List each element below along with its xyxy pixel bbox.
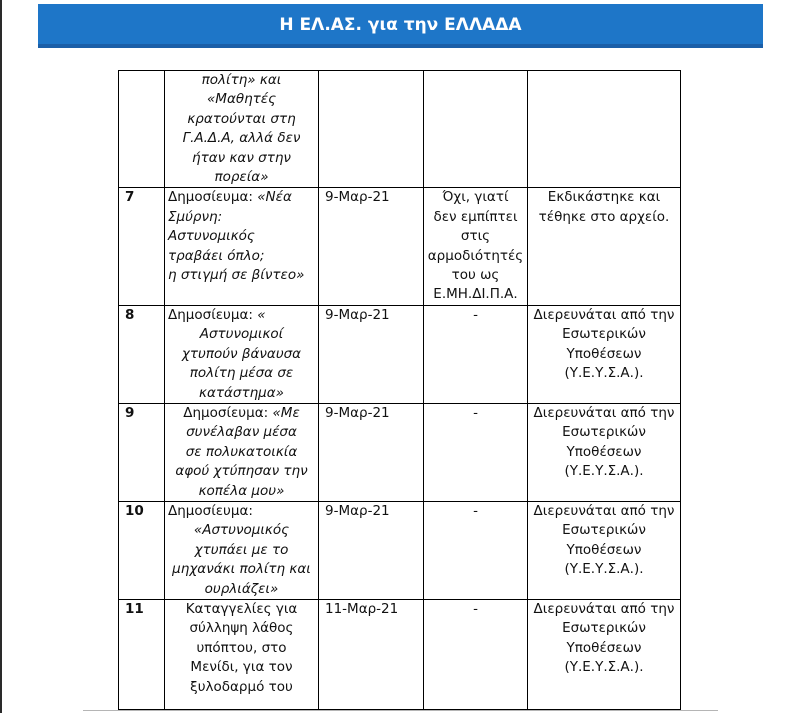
page-header-banner: Η ΕΛ.ΑΣ. για την ΕΛΛΑΔΑ (38, 4, 763, 48)
row-number-cell: 9 (119, 403, 165, 501)
date-cell (319, 71, 424, 188)
desc-prefix: Δημοσίευμα: (183, 404, 269, 421)
desc-line (168, 404, 315, 423)
result-cell (528, 403, 681, 501)
res-line: (Υ.Ε.Υ.Σ.Α.). (564, 365, 644, 382)
res-line: (Υ.Ε.Υ.Σ.Α.). (564, 659, 644, 676)
desc-line: πολίτη μέσα σε (189, 365, 294, 382)
row-number-cell (119, 71, 165, 188)
desc-line: Αστυνομικός (168, 228, 255, 245)
desc-italic: « (257, 306, 266, 323)
res-line: τέθηκε στο αρχείο. (538, 208, 670, 225)
description-cell (165, 188, 319, 305)
desc-line: Σμύρνη: (168, 208, 223, 225)
desc-line: αφού χτύπησαν την (175, 463, 308, 480)
desc-line: συνέλαβαν μέσα (186, 424, 297, 441)
res-line: Υποθέσεων (566, 345, 642, 362)
desc-line: σε πολυκατοικία (185, 443, 298, 460)
res-line: Εσωτερικών (562, 326, 646, 343)
description-cell (165, 501, 319, 599)
desc-line: μηχανάκι πολίτη και (172, 561, 311, 578)
desc-line: σύλληψη λάθος (189, 620, 294, 637)
row-number-cell: 8 (119, 305, 165, 403)
jurisdiction-cell (424, 188, 528, 305)
res-line: (Υ.Ε.Υ.Σ.Α.). (564, 561, 644, 578)
jur-line: στις (460, 228, 491, 245)
desc-line: κρατούνται στη (187, 110, 296, 127)
res-line: Εσωτερικών (562, 620, 646, 637)
res-line: Διερευνάται από την (533, 306, 675, 323)
desc-italic: «Νέα (257, 189, 292, 206)
date-cell: 9-Μαρ-21 (319, 403, 424, 501)
table-row (119, 599, 681, 709)
jurisdiction-cell: - (424, 599, 528, 709)
desc-line: κοπέλα μου» (198, 482, 285, 499)
desc-line: «Αστυνομικός (193, 522, 290, 539)
description-cell (165, 71, 319, 188)
desc-line: ουρλιάζει» (204, 580, 279, 597)
res-line: (Υ.Ε.Υ.Σ.Α.). (564, 463, 644, 480)
desc-line: «Μαθητές (206, 91, 277, 108)
result-cell (528, 71, 681, 188)
row-number-cell: 10 (119, 501, 165, 599)
result-cell (528, 188, 681, 305)
desc-line: Μενίδι, για τον (190, 659, 293, 676)
res-line: Διερευνάται από την (533, 600, 675, 617)
page-edge-rule (0, 0, 2, 713)
desc-prefix: Δημοσίευμα: (168, 306, 253, 323)
date-cell: 9-Μαρ-21 (319, 305, 424, 403)
table-row-continuation (119, 71, 681, 188)
jurisdiction-cell: - (424, 403, 528, 501)
desc-line: χτυπούν βάναυσα (181, 345, 302, 362)
result-cell (528, 501, 681, 599)
res-line: Υποθέσεων (566, 541, 642, 558)
desc-line: υπόπτου, στο (196, 639, 287, 656)
desc-prefix: Δημοσίευμα: (168, 189, 253, 206)
res-line: Εσωτερικών (562, 522, 646, 539)
description-cell (165, 305, 319, 403)
jur-line: του ως (451, 267, 500, 284)
row-number-cell: 7 (119, 188, 165, 305)
jur-line: Όχι, γιατί (442, 189, 509, 206)
description-cell (165, 599, 319, 709)
date-cell: 9-Μαρ-21 (319, 188, 424, 305)
jur-line: δεν εμπίπτει (433, 208, 518, 225)
date-cell: 9-Μαρ-21 (319, 501, 424, 599)
desc-line (168, 188, 315, 207)
complaints-table (118, 70, 681, 710)
res-line: Εκδικάστηκε και (547, 189, 661, 206)
desc-line: η στιγμή σε βίντεο» (168, 267, 305, 284)
table-row (119, 501, 681, 599)
desc-line: ξυλοδαρμό του (190, 678, 293, 695)
desc-line: ήταν καν στην (192, 149, 291, 166)
jurisdiction-cell: - (424, 501, 528, 599)
jurisdiction-cell (424, 71, 528, 188)
desc-line: τραβάει όπλο; (168, 247, 265, 264)
table-row (119, 305, 681, 403)
desc-line: κατάστημα» (199, 384, 284, 401)
description-cell (165, 403, 319, 501)
desc-line: Αστυνομικοί (199, 326, 284, 343)
row-number-cell: 11 (119, 599, 165, 709)
jur-line: Ε.ΜΗ.ΔΙ.Π.Α. (433, 286, 518, 303)
res-line: Εσωτερικών (562, 424, 646, 441)
res-line: Υποθέσεων (566, 443, 642, 460)
jur-line: αρμοδιότητές (427, 247, 524, 264)
result-cell (528, 599, 681, 709)
result-cell (528, 305, 681, 403)
jurisdiction-cell: - (424, 305, 528, 403)
desc-line: Δημοσίευμα: (168, 502, 253, 519)
footer-divider (83, 710, 718, 711)
date-cell: 11-Μαρ-21 (319, 599, 424, 709)
desc-line: πολίτη» και (201, 72, 282, 88)
desc-italic: «Με (272, 404, 300, 421)
desc-line: χτυπάει με το (194, 541, 289, 558)
table-row (119, 188, 681, 305)
desc-line: Γ.Α.Δ.Α, αλλά δεν (182, 130, 301, 147)
table-row (119, 403, 681, 501)
res-line: Διερευνάται από την (533, 502, 675, 519)
desc-line (168, 306, 315, 325)
res-line: Υποθέσεων (566, 639, 642, 656)
desc-line: πορεία» (214, 169, 269, 186)
desc-line: Καταγγελίες για (185, 600, 298, 617)
res-line: Διερευνάται από την (533, 404, 675, 421)
